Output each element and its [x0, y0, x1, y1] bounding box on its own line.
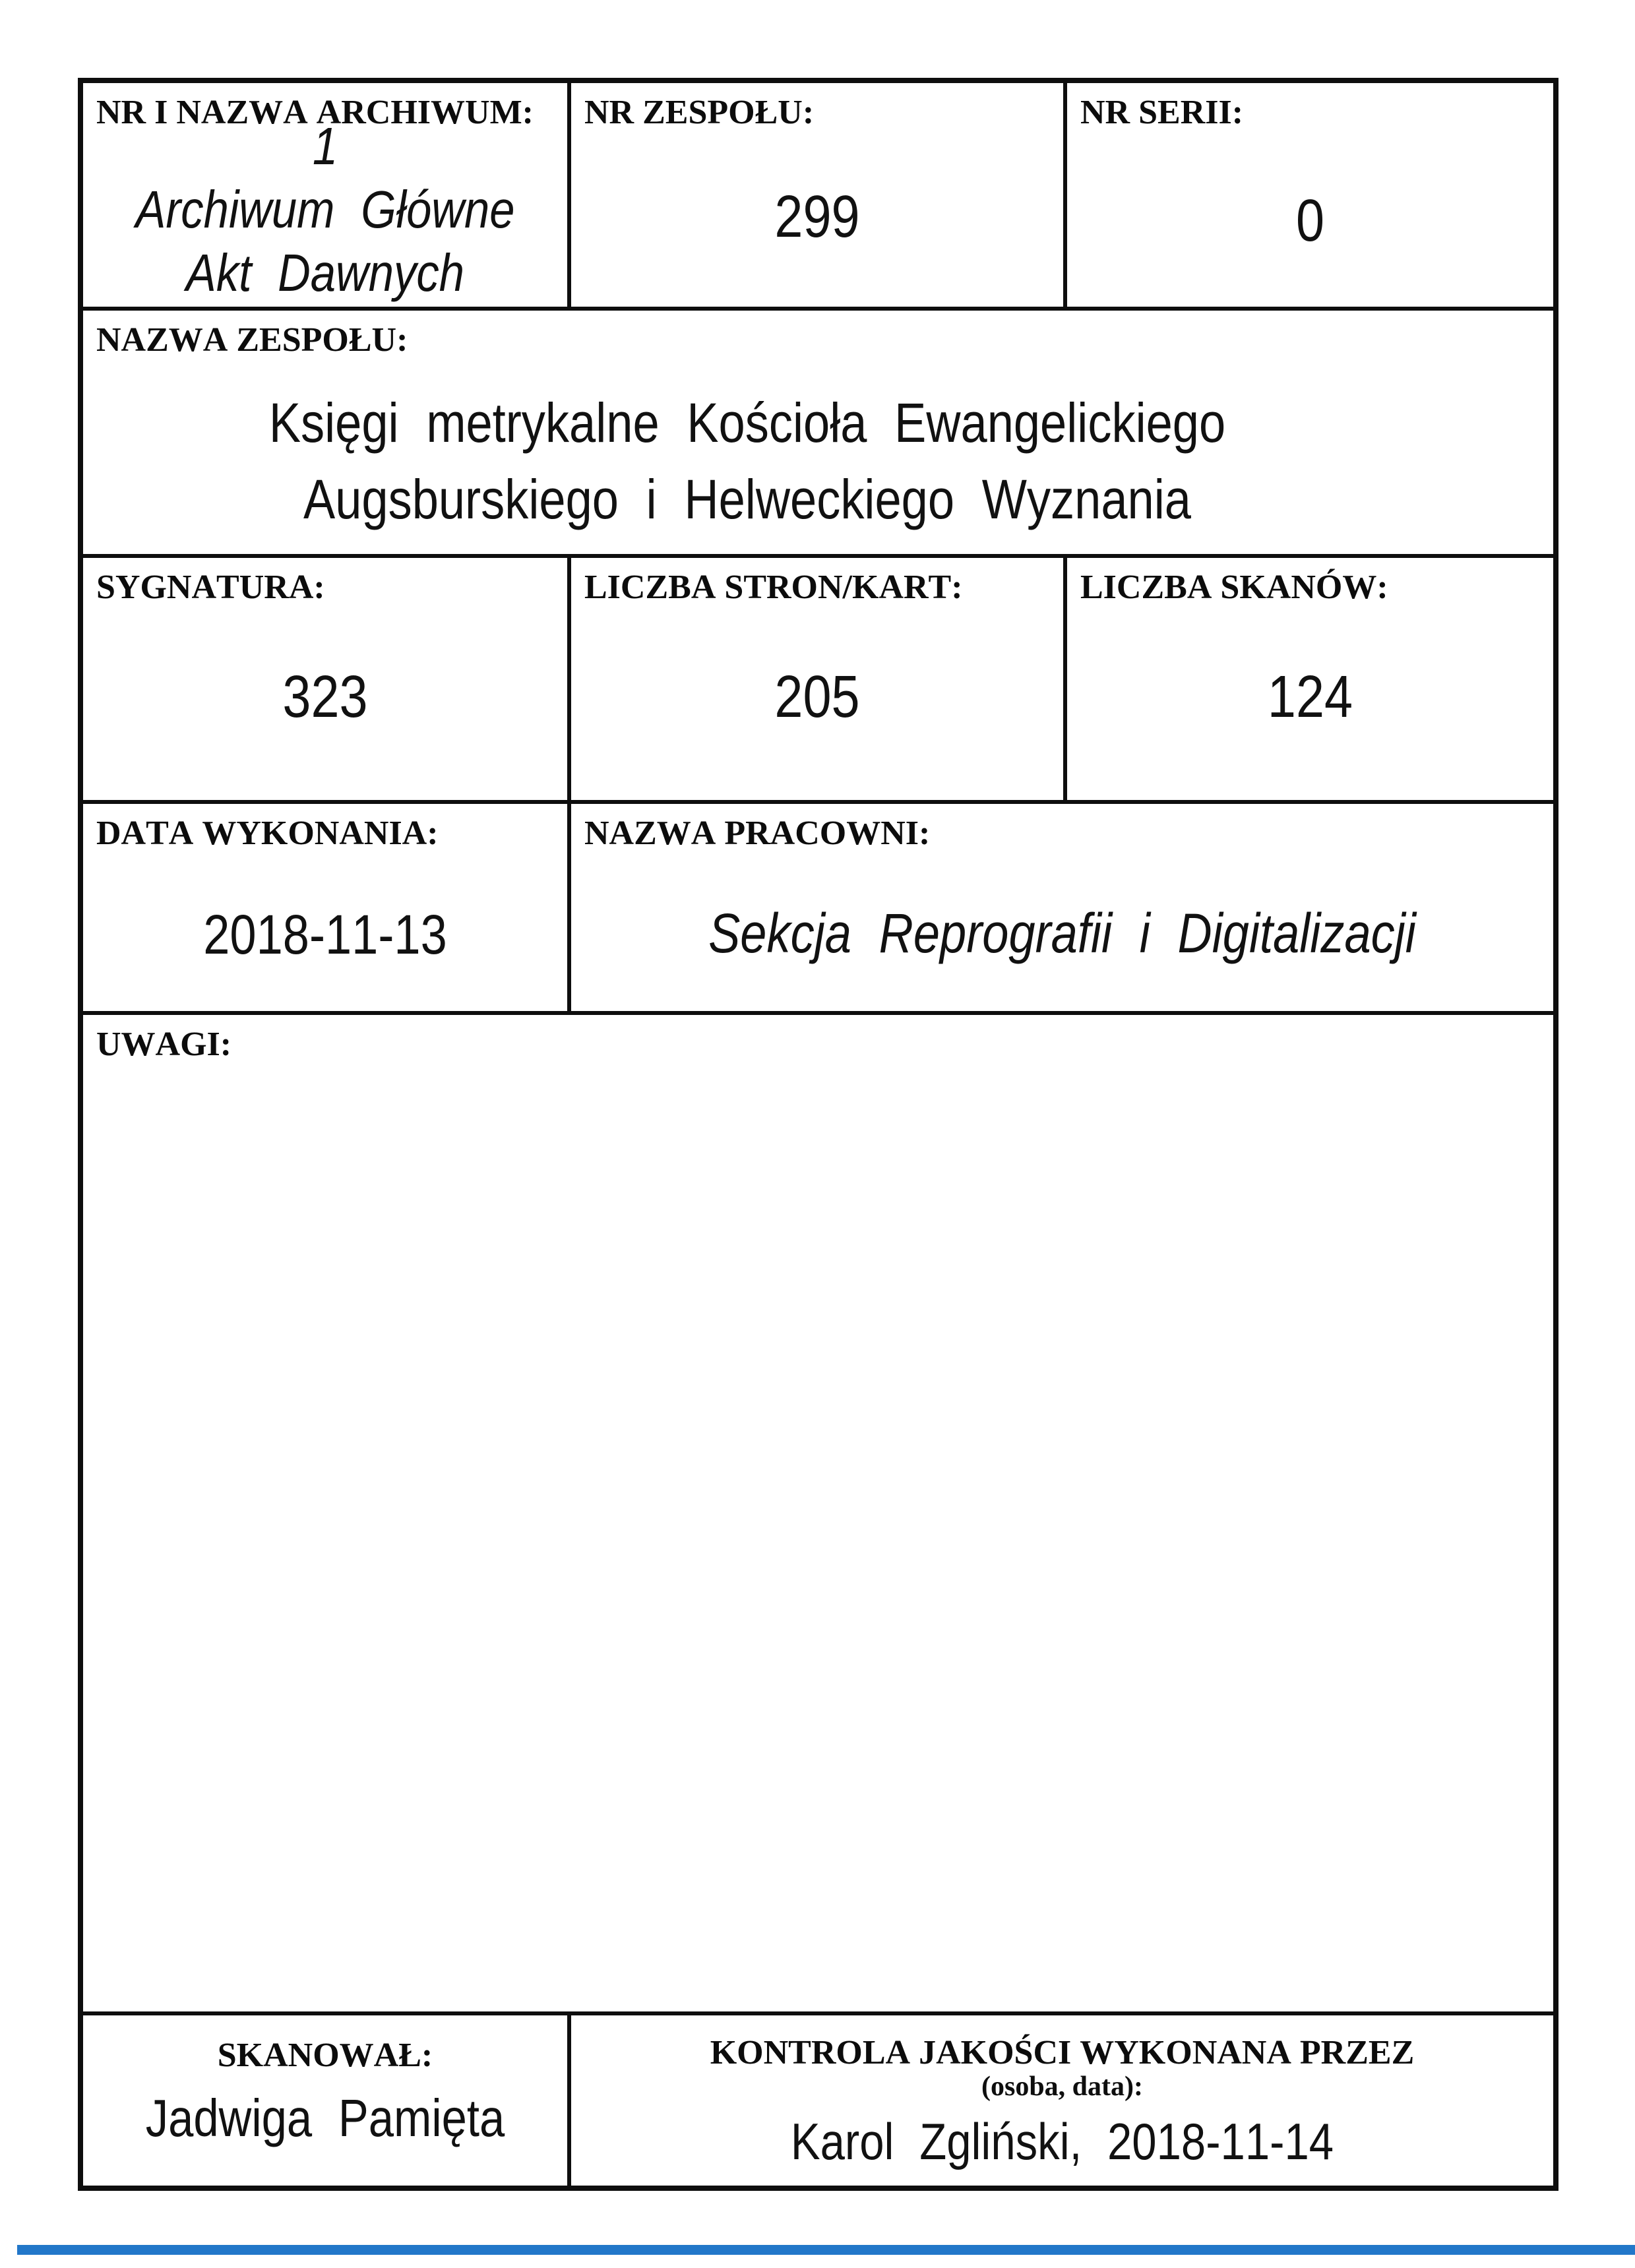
scan-date-label: DATA WYKONANIA:	[96, 814, 439, 852]
field-signature	[83, 558, 571, 804]
field-scan-date	[83, 804, 571, 1015]
quality-control-value: Karol Zgliński, 2018-11-14	[790, 2112, 1334, 2170]
field-fonds-name	[83, 311, 1553, 558]
field-quality-control	[571, 2015, 1553, 2186]
remarks-label: UWAGI:	[96, 1026, 232, 1063]
fonds-name-line1: Księgi metrykalne Kościoła Ewangelickiego	[268, 392, 1226, 454]
series-number-value: 0	[1295, 188, 1325, 254]
scan-date-value: 2018-11-13	[203, 904, 447, 965]
fonds-name-line2: Augsburskiego i Helweckiego Wyznania	[303, 468, 1191, 530]
field-scanned-by	[83, 2015, 571, 2186]
scanner-edge-line	[17, 2245, 1635, 2255]
pages-count-label: LICZBA STRON/KART:	[584, 568, 963, 606]
quality-control-sub-label: (osoba, data):	[981, 2071, 1143, 2102]
workshop-value: Sekcja Reprografii i Digitalizacji	[708, 902, 1416, 964]
scans-count-value: 124	[1267, 664, 1353, 730]
field-series-number	[1067, 83, 1553, 311]
fonds-number-label: NR ZESPOŁU:	[584, 94, 815, 131]
pages-count-value: 205	[774, 664, 860, 730]
scans-count-label: LICZBA SKANÓW:	[1080, 568, 1388, 606]
field-fonds-number	[571, 83, 1067, 311]
fonds-number-value: 299	[774, 184, 860, 250]
quality-control-label: KONTROLA JAKOŚCI WYKONANA PRZEZ	[710, 2034, 1415, 2071]
workshop-label: NAZWA PRACOWNI:	[584, 814, 931, 852]
signature-label: SYGNATURA:	[96, 568, 325, 606]
archive-name-line2: Akt Dawnych	[185, 243, 465, 302]
metadata-table	[78, 78, 1558, 2191]
field-workshop	[571, 804, 1553, 1015]
archive-label: NR I NAZWA ARCHIWUM:	[96, 94, 534, 131]
archive-name-line1: Archiwum Główne	[135, 180, 515, 239]
field-scans-count	[1067, 558, 1553, 804]
scanned-by-label: SKANOWAŁ:	[217, 2037, 433, 2074]
series-number-label: NR SERII:	[1080, 94, 1244, 131]
field-remarks	[83, 1015, 1553, 2015]
field-archive	[83, 83, 571, 311]
signature-value: 323	[282, 664, 368, 730]
fonds-name-label: NAZWA ZESPOŁU:	[96, 321, 408, 359]
field-pages-count	[571, 558, 1067, 804]
archive-number-value: 1	[312, 117, 338, 175]
scanned-by-value: Jadwiga Pamięta	[145, 2089, 505, 2147]
